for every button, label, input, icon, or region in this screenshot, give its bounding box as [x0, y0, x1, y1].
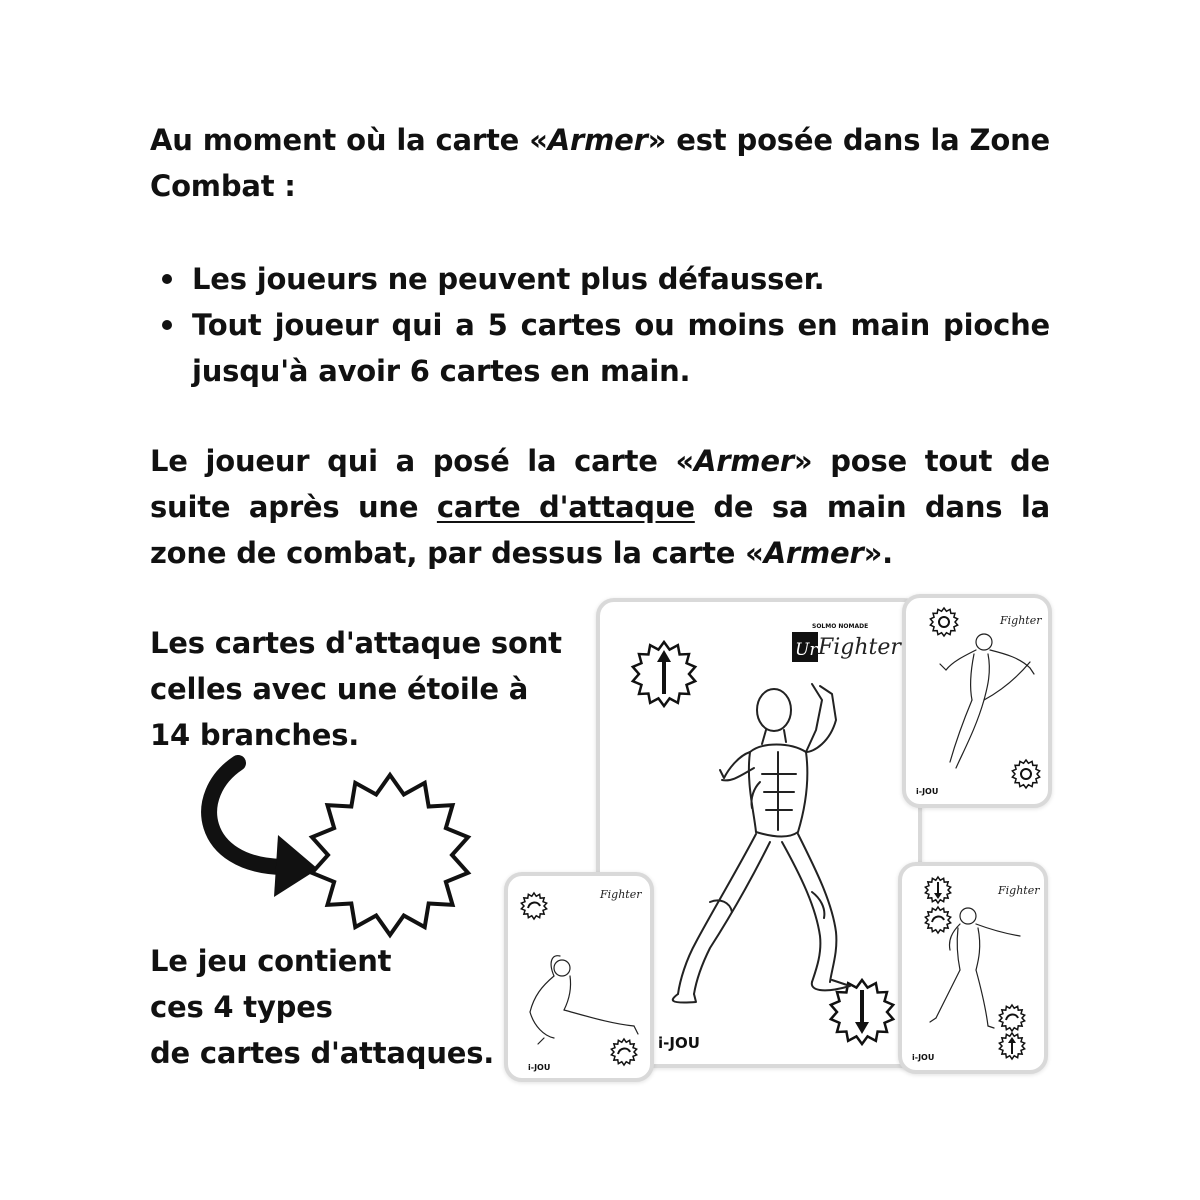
up-arrow-icon: [633, 642, 695, 706]
svg-text:Fighter: Fighter: [818, 635, 901, 660]
list-item: Les joueurs ne peuvent plus défausser.: [150, 256, 1050, 302]
small-fighter-card-bottom: [898, 862, 1048, 1074]
curved-arrow-icon: [521, 893, 546, 919]
brand-logo: [792, 623, 902, 662]
curved-arrow-icon: [925, 907, 950, 933]
svg-text:Ur: Ur: [795, 640, 818, 660]
small-fighter-card-top: [902, 594, 1052, 808]
star-14-icon: [305, 770, 475, 940]
card-name-armer: Armer: [547, 123, 648, 157]
brand-logo: Fighter: [998, 884, 1040, 897]
fighter-illustration: [530, 956, 638, 1044]
attack-note: [150, 620, 562, 758]
types-note-line: Le jeu contient: [150, 944, 392, 978]
fighter-illustration: [673, 684, 850, 1003]
target-icon: [1012, 760, 1039, 788]
curved-arrow-icon: [999, 1005, 1024, 1031]
list-item: Tout joueur qui a 5 cartes ou moins en main pioche jusqu'à avoir 6 cartes en main.: [150, 302, 1050, 394]
maker-logo: i-JOU: [528, 1063, 551, 1072]
curved-arrow-icon: [611, 1039, 636, 1065]
attack-note-line: Les cartes d'attaque sont: [150, 626, 562, 660]
intro-text-2: » est posée dans la Zone Combat :: [150, 123, 1050, 203]
second-text-2: » pose tout de suite après une: [150, 444, 1050, 524]
attack-note-line: 14 branches.: [150, 718, 360, 752]
types-note-line: de cartes d'attaques.: [150, 1036, 495, 1070]
attack-card-term: carte d'attaque: [436, 490, 695, 524]
card-name-armer: Armer: [693, 444, 794, 478]
rules-list: [150, 256, 1050, 394]
down-arrow-icon: [831, 980, 893, 1044]
types-note: [150, 938, 494, 1076]
card-name-armer: Armer: [763, 536, 864, 570]
second-text-4: ».: [863, 536, 893, 570]
types-note-line: ces 4 types: [150, 990, 333, 1024]
small-fighter-card-left: [504, 872, 654, 1082]
intro-paragraph: [150, 117, 1050, 209]
target-icon: [930, 608, 957, 636]
second-paragraph: [150, 438, 1050, 576]
maker-logo: i-JOU: [912, 1053, 935, 1062]
maker-logo: i-JOU: [916, 787, 939, 796]
attack-note-line: celles avec une étoile à: [150, 672, 529, 706]
fighter-illustration: [940, 634, 1034, 768]
second-text-3: de sa main dans la zone de combat, par dessus la carte «: [150, 490, 1051, 570]
maker-logo: i-JOU: [658, 1034, 700, 1052]
second-text-1: Le joueur qui a posé la carte «: [150, 444, 694, 478]
down-arrow-icon: [925, 877, 950, 903]
intro-text-1: Au moment où la carte «: [150, 123, 548, 157]
svg-text:SOLMO NOMADE: SOLMO NOMADE: [812, 623, 869, 630]
up-arrow-icon: [999, 1033, 1024, 1059]
brand-logo: Fighter: [600, 888, 642, 901]
brand-logo: Fighter: [1000, 614, 1042, 627]
